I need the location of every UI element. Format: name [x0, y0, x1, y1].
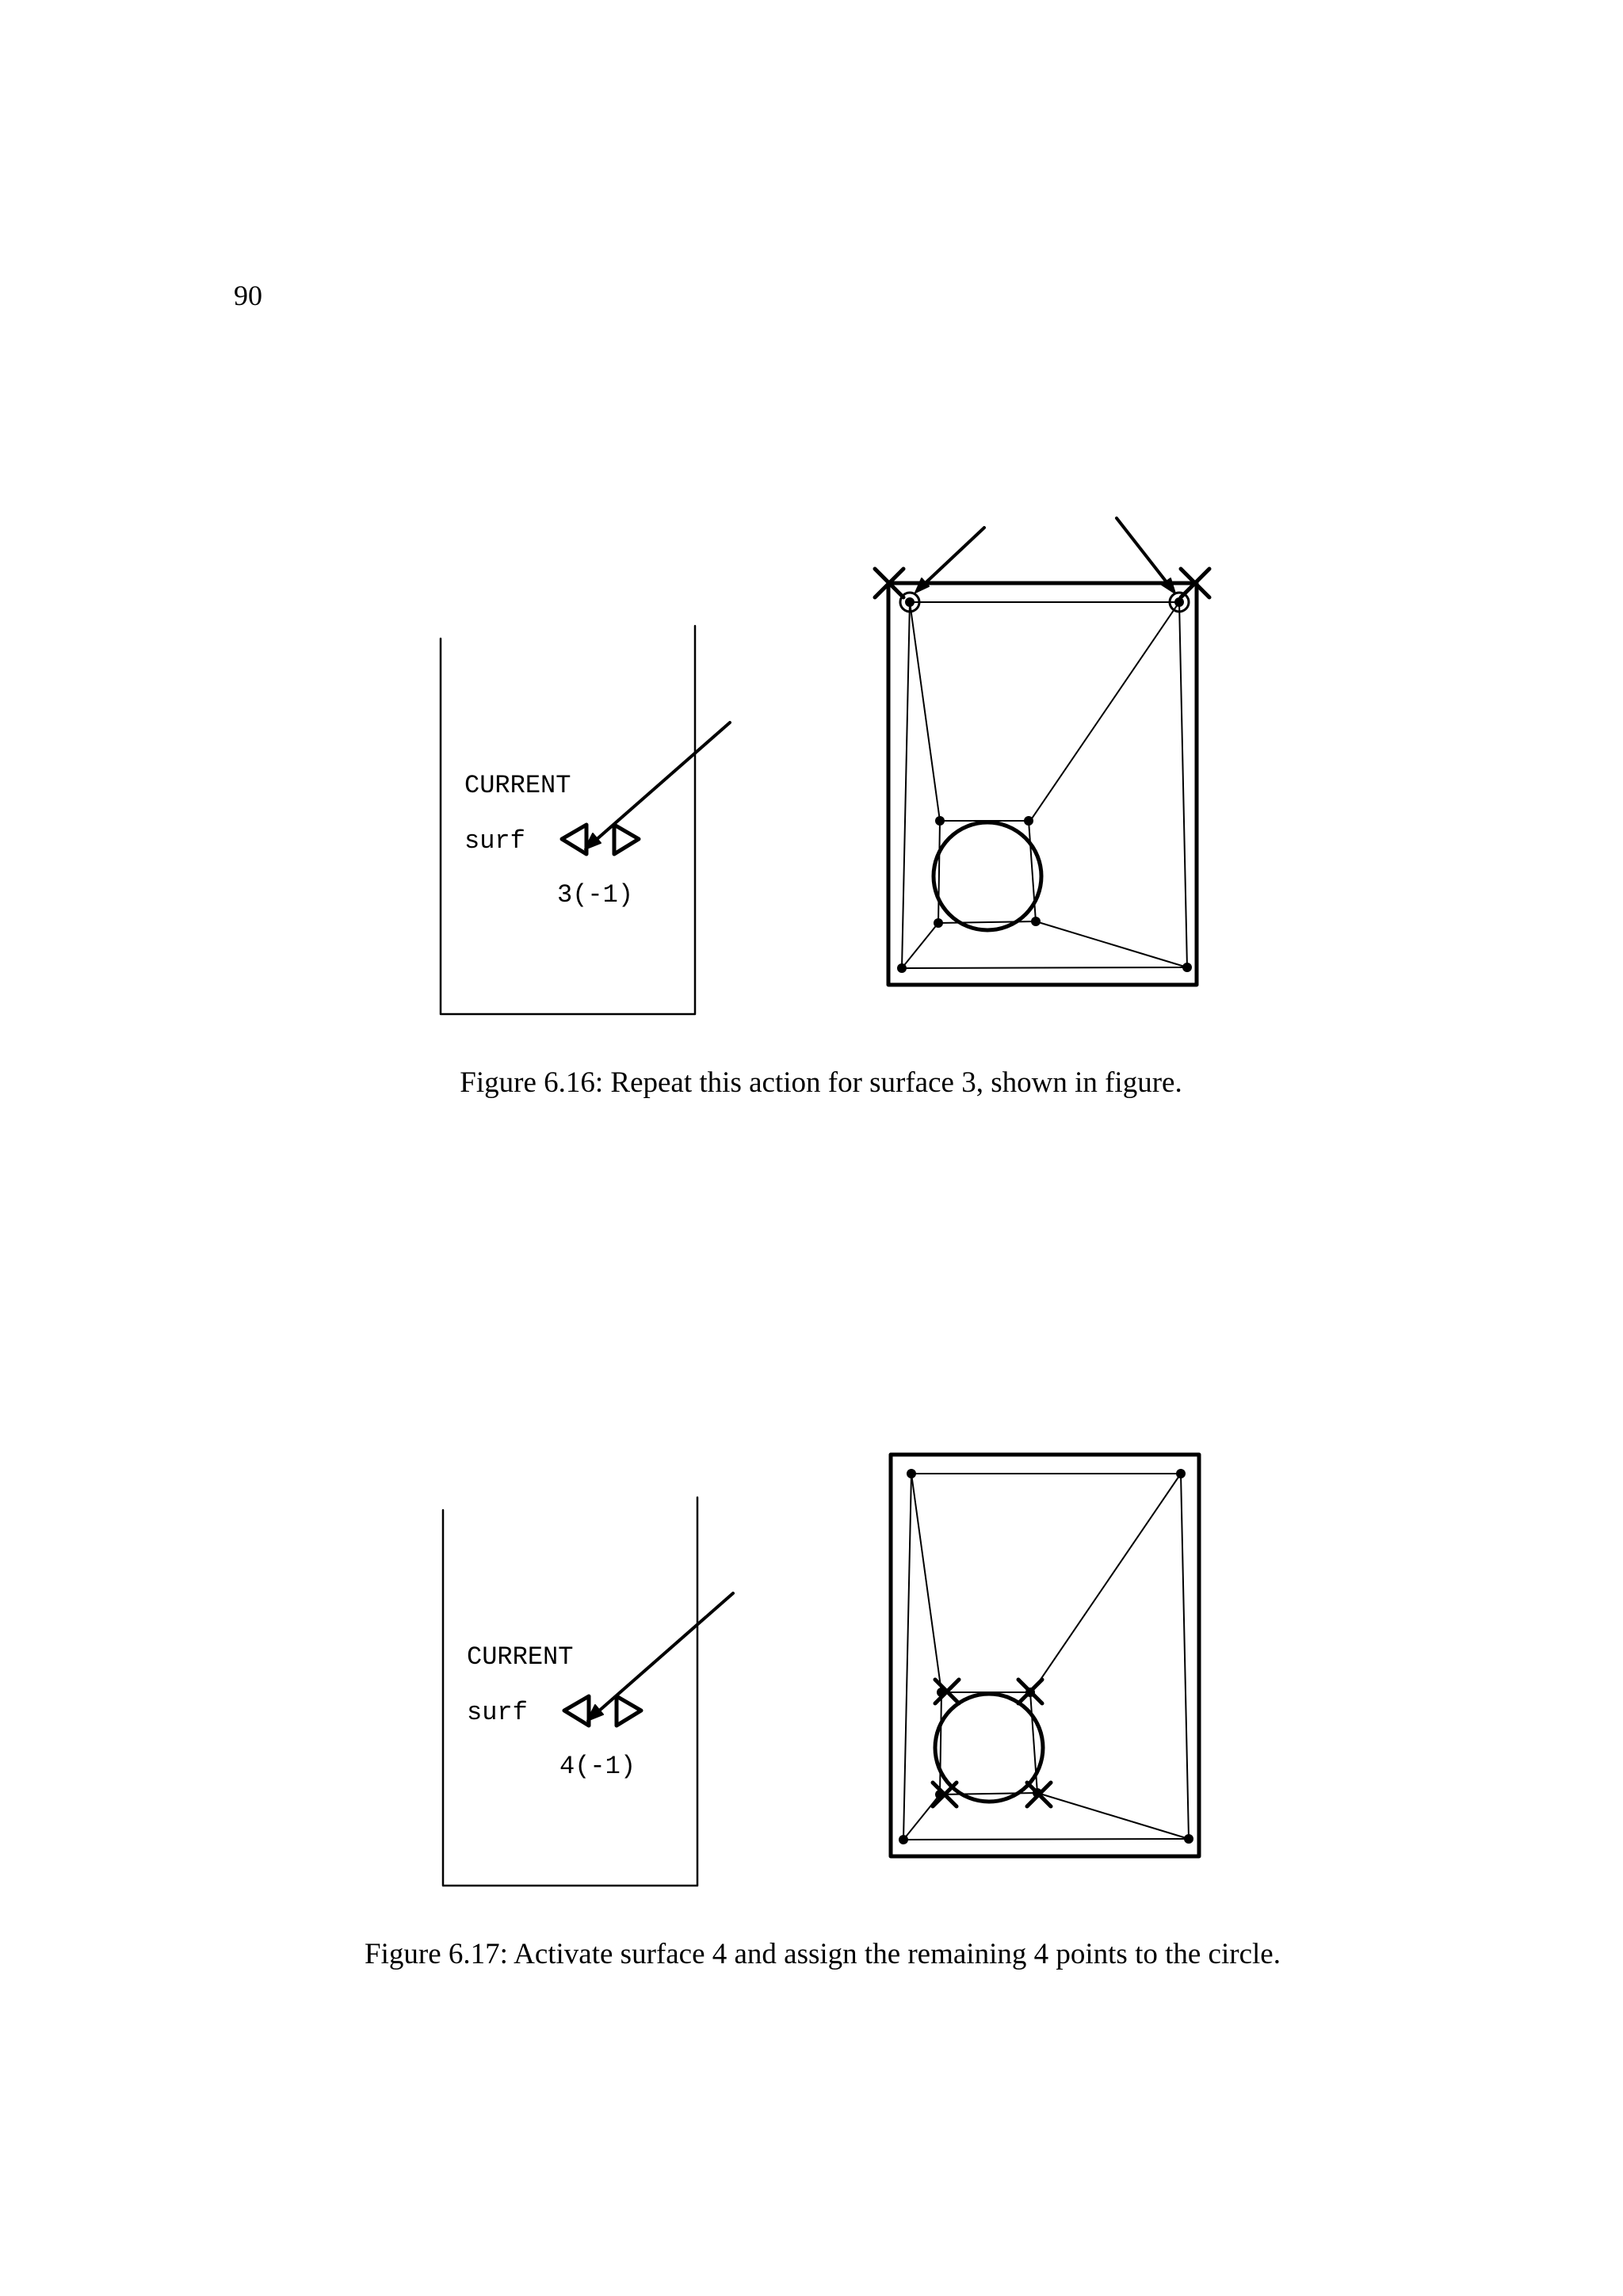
control-panel-frame: [443, 1497, 697, 1886]
mesh-line: [1030, 1474, 1181, 1695]
mesh-line: [940, 1793, 1037, 1794]
panel-field-label: surf: [464, 826, 525, 856]
panel-title: CURRENT: [464, 771, 571, 800]
previous-arrow-icon: [564, 1696, 589, 1726]
mesh-line: [911, 1474, 941, 1692]
mesh-point: [935, 1790, 945, 1799]
mesh-line: [903, 1839, 1189, 1840]
mesh-point: [1184, 1834, 1193, 1844]
mesh-point: [907, 1469, 916, 1478]
pointer-line: [590, 1593, 733, 1718]
panel-title: CURRENT: [467, 1642, 574, 1672]
mesh-point: [899, 1835, 908, 1844]
mesh-line: [903, 1794, 940, 1840]
mesh-line: [1181, 1474, 1189, 1839]
mesh-point: [937, 1688, 946, 1697]
page-number: 90: [234, 280, 262, 311]
mesh-point: [1025, 1688, 1035, 1697]
figure-caption: Figure 6.17: Activate surface 4 and assign the remaining 4 points to the circle.: [365, 1938, 1281, 1970]
mesh-point: [1176, 1469, 1186, 1478]
mesh-point: [1033, 1788, 1042, 1798]
mesh-line: [940, 1692, 941, 1794]
panel-field-label: surf: [467, 1698, 528, 1727]
panel-value: 4(-1): [559, 1752, 636, 1781]
figure-caption: Figure 6.16: Repeat this action for surface 3, shown in figure.: [460, 1066, 1182, 1099]
next-arrow-icon: [617, 1696, 641, 1726]
panel-value: 3(-1): [557, 880, 634, 910]
mesh-line: [903, 1474, 911, 1840]
mesh-line: [1037, 1793, 1189, 1839]
